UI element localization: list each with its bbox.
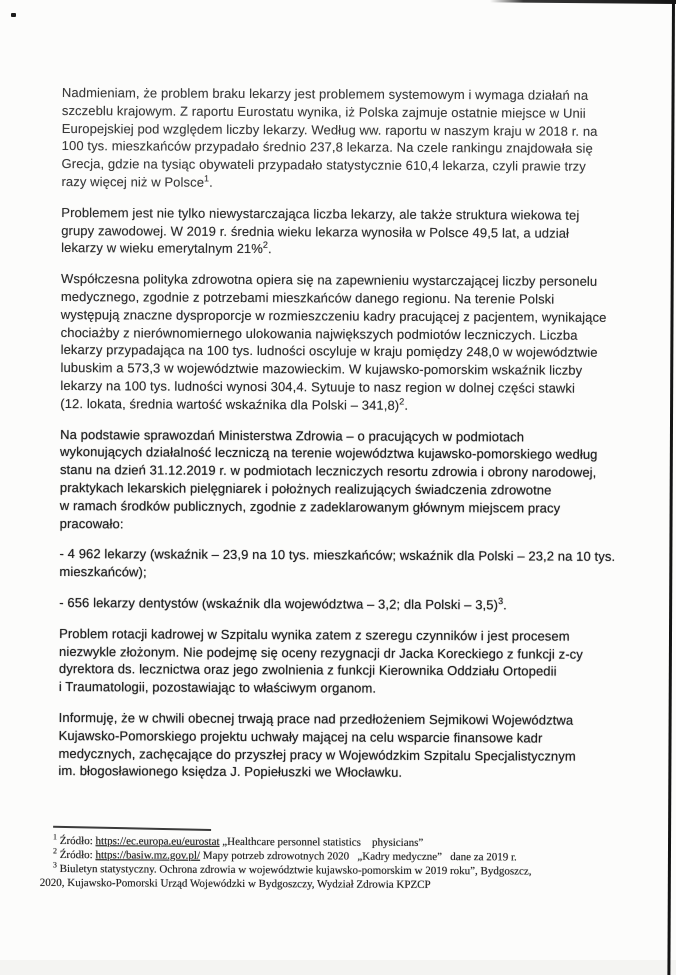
footnote-ref: 2 <box>262 240 269 251</box>
paragraph-text: Nadmieniam, że problem braku lekarzy jest problemem systemowym i wymaga działań na szczeblu krajowym. Z raportu Eurostatu wynika, iż Polska zajmuje ostatnie miejsce w Unii Europejskiej pod względem liczby lekarzy. Według ww. raportu w naszym kraju w 2018 r. na 100 tys. mieszkańców przypadało średnio 237,8 lekarza. Na czele rankingu znajdowała się Grecja, gdzie na tysiąc obywateli przypadało statystycznie 610,4 lekarza, czyli prawie trzy razy więcej niż w Polsce <box>61 85 598 190</box>
footnote-ref: 2 <box>399 396 405 407</box>
footnote-marker: 2 <box>52 846 58 856</box>
footnote-url-link: https://ec.europa.eu/eurostat <box>95 835 220 848</box>
paragraph-tail: . <box>209 174 213 190</box>
paragraph-resolution-support <box>58 709 670 783</box>
paragraph-text: Problemem jest nie tylko niewystarczająca liczba lekarzy, ale także struktura wiekowa tej grupy zawodowej. W 2019 r. średnia wieku lekarza wynosiła w Polsce 49,5 lat, a udział lekarzy w wieku emerytalnym 21% <box>61 204 580 257</box>
footnote-source-label: Źródło: <box>59 835 96 848</box>
paragraph-ministry-reports <box>60 426 673 536</box>
paragraph-text: Problem rotacji kadrowej w Szpitalu wynika zatem z szeregu czynników i jest procesem niezwykle złożonym. Nie podejmę się oceny rezygnacji dr Jacka Koreckiego z funkcji z-cy dyrektora ds. lecznictwa oraz jego zwolnienia z funkcji Kierownika Oddziału Ortopedii i Traumatologii, pozostawiając to właściwym organom. <box>58 625 583 696</box>
footnote-text: „Healthcare personnel statistics physicians” <box>219 835 424 849</box>
footnote-source-label: Źródło: <box>59 849 96 862</box>
paragraph-text: Współczesna polityka zdrowotna opiera się na zapewnieniu wystarczającej liczby personelu medycznego, zgodnie z potrzebami mieszkańców danego regionu. Na terenie Polski występują znaczne dysproporcje w rozmieszczeniu kadry pracującej z pacjentem, wynikające chociażby z nierównomiernego ulokowania największych podmiotów leczniczych. Liczba lekarzy przypadająca na 100 tys. ludności oscyluje w kraju pomiędzy 248,0 w województwie lubuskim a 573,3 w województwie mazowieckim. W kujawsko-pomorskim wskaźnik liczby lekarzy na 100 tys. ludności wynosi 304,4. Sytuuje to nasz region w dolnej części stawki (12. lokata, średnia wartość wskaźnika dla Polski – 341,8) <box>60 271 607 413</box>
footnote-marker: 1 <box>53 832 58 842</box>
paragraph-doctor-shortage <box>61 84 674 194</box>
paragraph-tail: . <box>503 597 507 613</box>
list-item-doctors-count <box>59 545 671 584</box>
footnote-text: Biuletyn statystyczny. Ochrona zdrowia w województwie kujawsko-pomorskim w 2019 roku”, Bydgoszcz, 2020, Kujawsko-Pomorski Urząd Wojewódzki w Bydgoszczy, Wydział Zdrowia KPZCP <box>39 863 532 891</box>
footnote-url-link: https://basiw.mz.gov.pl/ <box>95 849 201 862</box>
paragraph-text: Informuję, że w chwili obecnej trwają prace nad przedłożeniem Sejmikowi Województwa Kujawsko-Pomorskiego projektu uchwały mającej na celu wsparcie finansowe kadr medycznych, zachęcające do przyszłej pracy w Wojewódzkim Szpitalu Specjalistycznym im. błogosławionego księdza J. Popiełuszki we Włocławku. <box>58 709 576 781</box>
footnote-item <box>40 862 588 893</box>
paragraph-age-structure <box>61 204 673 261</box>
paragraph-text: - 656 lekarzy dentystów (wskaźnik dla województwa – 3,2; dla Polski – 3,5) <box>59 594 499 613</box>
paragraph-staff-rotation <box>59 625 671 699</box>
footnote-ref: 1 <box>204 173 210 184</box>
footnote-marker: 3 <box>52 860 57 870</box>
paragraph-text: Na podstawie sprawozdań Ministerstwa Zdrowia – o pracujących w podmiotach wykonujących działalność leczniczą na terenie województwa kujawsko-pomorskiego według stanu na dzień 31.12.2019 r. w podmiotach leczniczych resortu zdrowia i obrony narodowej, praktykach lekarskich pielęgniarek i położnych realizujących świadczenia zdrowotne w ramach środków publicznych, zgodnie z zadeklarowanym głównym miejscem pracy pracowało: <box>59 426 598 531</box>
paragraph-tail: . <box>267 241 272 257</box>
paragraph-tail: . <box>404 397 409 413</box>
list-item-dentists-count <box>59 594 671 615</box>
footnote-separator-line <box>53 826 211 831</box>
footnote-text: Mapy potrzeb zdrowotnych 2020 „Kadry medyczne” dane za 2019 r. <box>200 849 517 864</box>
footnotes-section <box>40 834 588 893</box>
paragraph-text: - 4 962 lekarzy (wskaźnik – 23,9 na 10 tys. mieszkańców; wskaźnik dla Polski – 23,2 na 10 tys. mieszkańców); <box>59 546 616 580</box>
letter-text <box>58 84 674 796</box>
paragraph-health-policy <box>60 270 673 416</box>
footnote-ref: 3 <box>498 595 504 606</box>
